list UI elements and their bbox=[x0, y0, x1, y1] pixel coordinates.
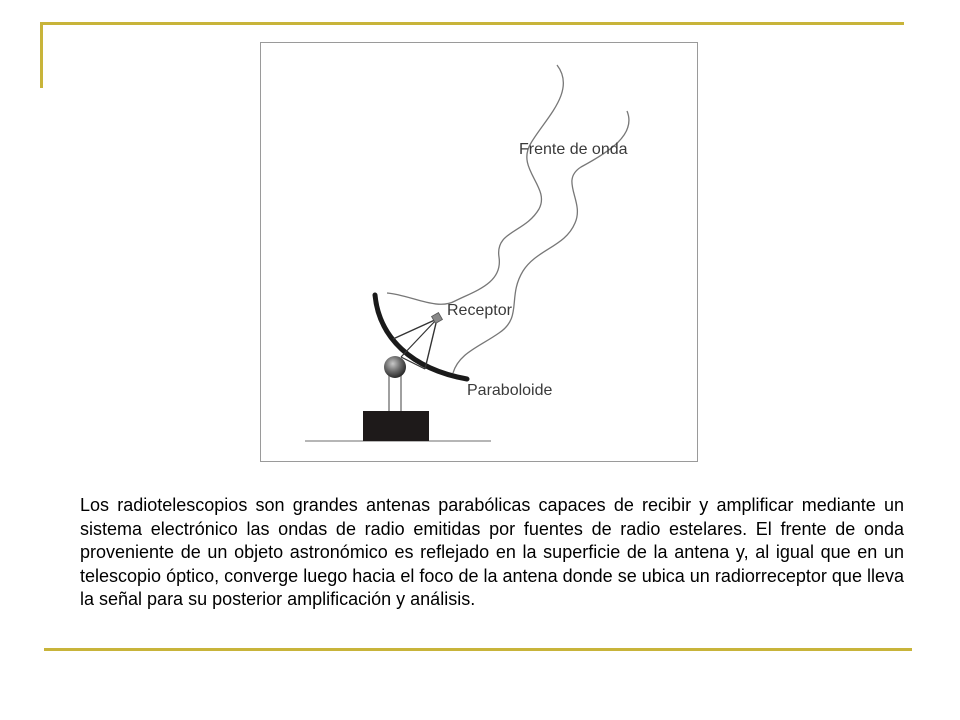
label-receiver: Receptor bbox=[447, 302, 512, 319]
strut-upper bbox=[393, 319, 437, 339]
bottom-accent-rule bbox=[44, 648, 912, 651]
label-paraboloid: Paraboloide bbox=[467, 382, 553, 399]
diagram-canvas bbox=[261, 43, 697, 461]
left-accent-rule bbox=[40, 22, 43, 88]
radiotelescope-diagram bbox=[260, 42, 698, 462]
caption-paragraph: Los radiotelescopios son grandes antenas parabólicas capaces de recibir y amplificar mediante un sistema electrónico las ondas de radio emitidas por fuentes de radio estelares. El frente de onda proveniente de un objeto astronómico es reflejado en la superficie de la antena y, al igual que en un telescopio óptico, converge luego hacia el foco de la antena donde se ubica un radiorreceptor que lleva la señal para su posterior amplificación y análisis. bbox=[80, 495, 904, 609]
mount-sphere bbox=[384, 356, 406, 378]
strut-center bbox=[401, 319, 437, 357]
wavefront-upper-line bbox=[387, 65, 563, 304]
receiver-element bbox=[432, 313, 443, 324]
telescope-base bbox=[363, 411, 429, 441]
label-wavefront: Frente de onda bbox=[519, 141, 628, 158]
strut-lower bbox=[425, 319, 437, 369]
top-accent-rule bbox=[40, 22, 904, 25]
